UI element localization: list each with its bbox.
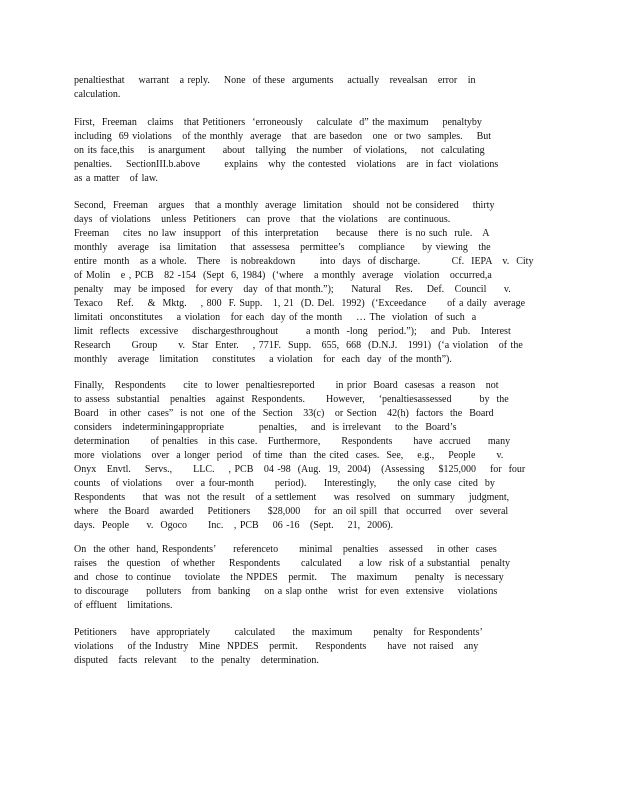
- text-line: monthly average isa limitation that assessesa permittee’s compliance by viewing the: [74, 242, 491, 253]
- text-line: penalties. SectionIII.b.above explains why the contested violations are in fact violations: [74, 159, 499, 170]
- text-line: Second, Freeman argues that a monthly average limitation should not be considered thirty: [74, 200, 495, 211]
- text-line: to assess substantial penalties against Respondents. However, ‘penaltiesassessed by the: [74, 394, 509, 405]
- text-line: First, Freeman claims that Petitioners ‘erroneously calculate d” the maximum penaltyby: [74, 117, 482, 128]
- text-line: counts of violations over a four-month period). Interestingly, the only case cited by: [74, 478, 495, 489]
- text-line: limit reflects excessive dischargesthroughout a month -long period.”); and Pub. Interest: [74, 326, 511, 337]
- text-line: calculation.: [74, 89, 121, 100]
- paragraph-conclusion: [74, 626, 504, 668]
- text-line: where the Board awarded Petitioners $28,000 for an oil spill that occurred over several: [74, 506, 509, 517]
- paragraph-finally: [74, 379, 526, 533]
- text-line: Onyx Envtl. Servs., LLC. , PCB 04 -98 (Aug. 19, 2004) (Assessing $125,000 for four: [74, 464, 526, 475]
- text-line: determination of penalties in this case. Furthermore, Respondents have accrued many: [74, 436, 511, 447]
- text-line: to discourage polluters from banking on a slap onthe wrist for even extensive violations: [74, 586, 498, 597]
- text-line: of effluent limitations.: [74, 600, 173, 611]
- text-line: penaltiesthat warrant a reply. None of these arguments actually revealsan error in: [74, 75, 476, 86]
- paragraph-intro: [74, 74, 504, 102]
- text-line: limitati onconstitutes a violation for each day of the month … The violation of such a: [74, 312, 477, 323]
- text-line: entire month as a whole. There is nobreakdown into days of discharge. Cf. IEPA v. City: [74, 256, 534, 267]
- text-line: on its face,this is anargument about tallying the number of violations, not calculating: [74, 145, 485, 156]
- text-line: Finally, Respondents cite to lower penaltiesreported in prior Board casesas a reason not: [74, 380, 499, 391]
- paragraph-second: [74, 199, 534, 367]
- text-line: violations of the Industry Mine NPDES permit. Respondents have not raised any: [74, 641, 479, 652]
- text-line: more violations over a longer period of time than the cited cases. See, e.g., People v.: [74, 450, 504, 461]
- paragraph-other-hand: [74, 543, 510, 613]
- text-line: and chose to continue toviolate the NPDES permit. The maximum penalty is necessary: [74, 572, 504, 583]
- text-line: considers indeterminingappropriate penalties, and is irrelevant to the Board’s: [74, 422, 457, 433]
- text-line: including 69 violations of the monthly average that are basedon one or two samples. But: [74, 131, 492, 142]
- paragraph-first: [74, 116, 504, 186]
- text-line: Board in other cases” is not one of the Section 33(c) or Section 42(h) factors the Board: [74, 408, 494, 419]
- text-line: as a matter of law.: [74, 173, 158, 184]
- text-line: Freeman cites no law insupport of this interpretation because there is no such rule. A: [74, 228, 490, 239]
- text-line: Petitioners have appropriately calculated the maximum penalty for Respondents’: [74, 627, 483, 638]
- text-line: of Molin e , PCB 82 -154 (Sept 6, 1984) (‘where a monthly average violation occurred,a: [74, 270, 492, 281]
- text-line: monthly average limitation constitutes a violation for each day of the month”).: [74, 354, 452, 365]
- text-line: penalty may be imposed for every day of that month.”); Natural Res. Def. Council v.: [74, 284, 511, 295]
- text-line: days. People v. Ogoco Inc. , PCB 06 -16 (Sept. 21, 2006).: [74, 520, 393, 531]
- text-line: days of violations unless Petitioners can prove that the violations are continuous.: [74, 214, 451, 225]
- text-line: Research Group v. Star Enter. , 771F. Supp. 655, 668 (D.N.J. 1991) (‘a violation of the: [74, 340, 523, 351]
- text-line: disputed facts relevant to the penalty determination.: [74, 655, 319, 666]
- text-line: On the other hand, Respondents’ referenceto minimal penalties assessed in other cases: [74, 544, 497, 555]
- text-line: Texaco Ref. & Mktg. , 800 F. Supp. 1, 21 (D. Del. 1992) (‘Exceedance of a daily average: [74, 298, 526, 309]
- text-line: raises the question of whether Respondents calculated a low risk of a substantial penalty: [74, 558, 510, 569]
- text-line: Respondents that was not the result of a settlement was resolved on summary judgment,: [74, 492, 510, 503]
